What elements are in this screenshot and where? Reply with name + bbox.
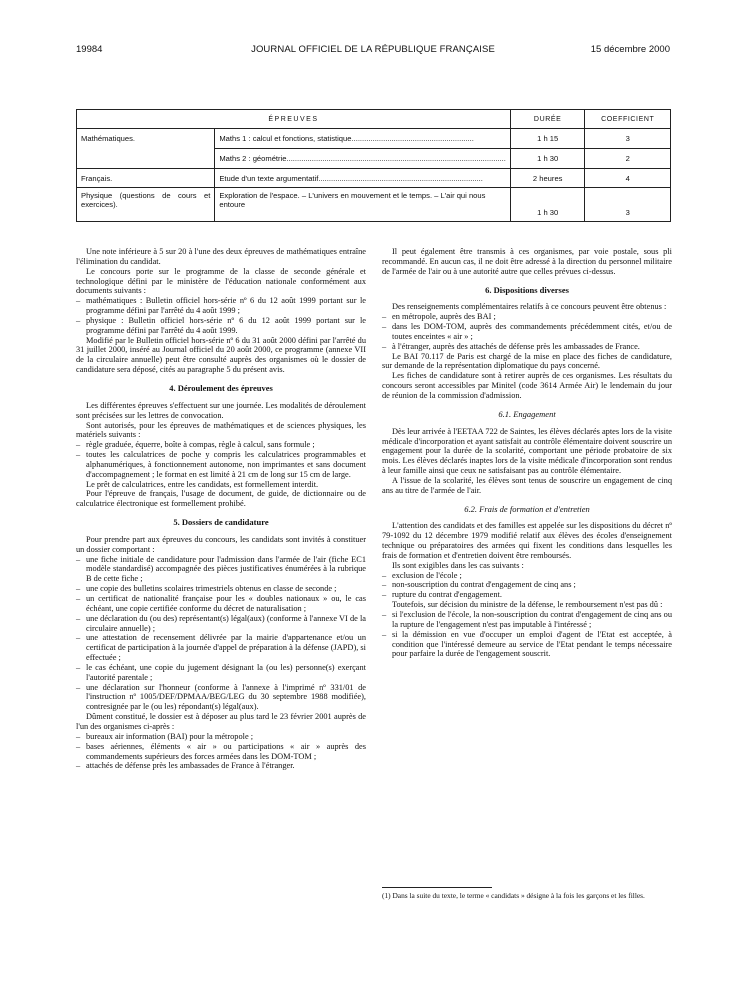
epreuve-cell: Etude d'un texte argumentatif.............................................................................. — [215, 169, 511, 188]
bulleted-list — [382, 312, 672, 351]
header-epreuves: ÉPREUVES — [77, 110, 511, 129]
paragraph: L'attention des candidats et des familles est appelée sur les dispositions du décret nº 79-1092 du 12 décembre 1979 modifié relatif aux élèves des écoles d'enseignement technique ou préparatoires des armées qui fixent les conditions dans lesquelles les frais de formation et d'entretien doivent être remboursés. — [382, 521, 672, 560]
paragraph: Une note inférieure à 5 sur 20 à l'une des deux épreuves de mathématiques entraîne l'élimination du candidat. — [76, 247, 366, 266]
section-heading: 5. Dossiers de candidature — [173, 517, 269, 528]
footnote-rule — [382, 887, 492, 888]
list-item: – en métropole, auprès des BAI ; — [382, 312, 672, 322]
header-duree: DURÉE — [510, 110, 585, 129]
duree-cell: 1 h 15 — [510, 129, 585, 149]
coef-cell: 2 — [585, 149, 671, 169]
list-item: – bureaux air information (BAI) pour la métropole ; — [76, 732, 366, 742]
duree-cell: 1 h 30 — [510, 188, 585, 222]
paragraph: Pour prendre part aux épreuves du concours, les candidats sont invités à constituer un dossier comportant : — [76, 534, 366, 554]
list-item: – une copie des bulletins scolaires trimestriels obtenus en classe de seconde ; — [76, 584, 366, 594]
list-item: – une déclaration du (ou des) représentant(s) légal(aux) (conforme à l'annexe VI de la circulaire annuelle) ; — [76, 614, 366, 634]
paragraph: Modifié par le Bulletin officiel hors-série nº 6 du 31 août 2000 défini par l'arrêté du 31 juillet 2000, inséré au Journal officiel du 20 août 2000, ce programme (annexe VII de la circulaire annuelle) peut être consulté auprès des organismes où le dossier de candidature sera déposé, cités au paragraphe 5 du présent avis. — [76, 335, 366, 375]
list-item: – à l'étranger, auprès des attachés de défense près les ambassades de France. — [382, 342, 672, 352]
list-item: – physique : Bulletin officiel hors-série nº 6 du 12 août 1999 portant sur le programme défini par l'arrêté du 4 août 1999. — [76, 316, 366, 336]
journal-title: JOURNAL OFFICIEL DE LA RÉPUBLIQUE FRANÇAISE — [251, 44, 495, 55]
bulleted-list — [76, 296, 366, 335]
list-item: – une déclaration sur l'honneur (conforme à l'annexe à l'imprimé nº 331/01 de l'instruction nº 1005/DEF/DPMAA/BEG/LEG du 30 septembre 1988 modifiée), contresignée par le (ou les) répondant(s) légal(aux). — [76, 683, 366, 713]
epreuves-table — [76, 109, 671, 222]
subject-cell: Mathématiques. — [77, 129, 215, 169]
list-item: – exclusion de l'école ; — [382, 571, 672, 581]
coef-cell: 3 — [585, 188, 671, 222]
bulleted-list — [76, 732, 366, 771]
paragraph: Dûment constitué, le dossier est à déposer au plus tard le 23 février 2001 auprès de l'un des organismes ci-après : — [76, 712, 366, 731]
table-row — [77, 169, 671, 188]
list-item: – si la démission en vue d'occuper un emploi d'agent de l'Etat est acceptée, à condition que l'intéressé demeure au service de l'Etat pendant le temps nécessaire pour parfaire la durée de l'engagement souscrit. — [382, 630, 672, 660]
page-number: 19984 — [76, 44, 103, 55]
list-item: – rupture du contrat d'engagement. — [382, 590, 672, 600]
list-item: – un certificat de nationalité française pour les « doubles nationaux » ou, le cas échéant, une copie certifiée conforme du décret de naturalisation ; — [76, 594, 366, 614]
paragraph: A l'issue de la scolarité, les élèves sont tenus de souscrire un engagement de cinq ans au titre de l'armée de l'air. — [382, 475, 672, 495]
paragraph: Le BAI 70.117 de Paris est chargé de la mise en place des fiches de candidature, sur demande de la représentation diplomatique du pays concerné. — [382, 351, 672, 371]
list-item: – le cas échéant, une copie du jugement désignant la (ou les) personne(s) exerçant l'autorité parentale ; — [76, 663, 366, 683]
bulleted-list — [382, 571, 672, 601]
paragraph: Les fiches de candidature sont à retirer auprès de ces organismes. Les résultats du concours seront accessibles par Minitel (code 3614 Armée Air) le lendemain du jour de réunion de la commission d'admission. — [382, 371, 672, 400]
list-item: – toutes les calculatrices de poche y compris les calculatrices programmables et alphanumériques, à fonctionnement autonome, non imprimantes et sans document d'accompagnement ; le format en est limité à 21 cm de long sur 15 cm de large. — [76, 450, 366, 480]
paragraph: Sont autorisés, pour les épreuves de mathématiques et de sciences physiques, les matériels suivants : — [76, 420, 366, 440]
section-heading: 4. Déroulement des épreuves — [169, 382, 273, 393]
paragraph: Ils sont exigibles dans les cas suivants : — [392, 560, 524, 570]
subject-cell: Français. — [77, 169, 215, 188]
epreuve-cell: Maths 1 : calcul et fonctions, statistique.......................................................... — [215, 129, 511, 149]
coef-cell: 4 — [585, 169, 671, 188]
subject-cell: Physique (questions de cours et exercices). — [77, 188, 215, 222]
list-item: – règle graduée, équerre, boîte à compas, règle à calcul, sans formule ; — [76, 440, 366, 450]
coef-cell: 3 — [585, 129, 671, 149]
duree-cell: 2 heures — [510, 169, 585, 188]
subsection-heading: 6.1. Engagement — [498, 408, 556, 419]
page-header — [76, 44, 670, 58]
bulleted-list — [76, 555, 366, 713]
bulleted-list — [382, 610, 672, 659]
epreuve-cell: Maths 2 : géométrie........................................................................................................ — [215, 149, 511, 169]
paragraph: Le prêt de calculatrices, entre les candidats, est formellement interdit. — [86, 479, 319, 489]
paragraph: Pour l'épreuve de français, l'usage de document, de guide, de dictionnaire ou de calculatrice électronique est formellement prohibé. — [76, 489, 366, 509]
paragraph: Dès leur arrivée à l'EETAA 722 de Saintes, les élèves déclarés aptes lors de la visite médicale d'incorporation et ayant satisfait au contrôle élémentaire doivent souscrire un engagement pour la durée de la scolarité, comportant une période probatoire de six mois. Les élèves déclarés inaptes lors de la visite médicale d'incorporation sont rendus à leur famille ainsi que ceux ne satisfaisant pas au contrôle élémentaire. — [382, 426, 672, 476]
left-column — [76, 247, 366, 771]
paragraph: Des renseignements complémentaires relatifs à ce concours peuvent être obtenus : — [392, 302, 667, 312]
list-item: – dans les DOM-TOM, auprès des commandements précédemment cités, et/ou de toutes enceintes « air » ; — [382, 322, 672, 342]
list-item: – une fiche initiale de candidature pour l'admission dans l'armée de l'air (fiche EC1 modèle standardisé) accompagnée des pièces justificatives énumérées à la rubrique B de cette fiche ; — [76, 555, 366, 585]
subsection-heading: 6.2. Frais de formation et d'entretien — [464, 503, 590, 514]
right-column — [382, 247, 672, 659]
table-row — [77, 129, 671, 149]
epreuve-cell: Exploration de l'espace. – L'univers en mouvement et le temps. – L'air qui nous entoure — [215, 188, 511, 222]
paragraph: Les différentes épreuves s'effectuent sur une journée. Les modalités de déroulement sont précisées sur les lettres de convocation. — [76, 400, 366, 420]
list-item: – une attestation de recensement délivrée par la mairie d'appartenance et/ou un certificat de participation à la journée d'appel de préparation à la défense (JAPD), si effectuée ; — [76, 633, 366, 663]
table-header-row — [77, 110, 671, 129]
header-coefficient: COEFFICIENT — [585, 110, 671, 129]
section-heading: 6. Dispositions diverses — [485, 284, 569, 295]
bulleted-list — [76, 440, 366, 479]
paragraph: Le concours porte sur le programme de la classe de seconde générale et technologique défini par le ministère de l'éducation nationale conformément aux documents suivants : — [76, 266, 366, 296]
issue-date: 15 décembre 2000 — [590, 44, 670, 55]
paragraph: Il peut également être transmis à ces organismes, par voie postale, sous pli recommandé. En aucun cas, il ne doit être adressé à la direction du personnel militaire de l'armée de l'air ou à une autorité autre que celles prévues ci-dessus. — [382, 247, 672, 276]
footnote — [382, 887, 672, 900]
list-item: – mathématiques : Bulletin officiel hors-série nº 6 du 12 août 1999 portant sur le programme défini par l'arrêté du 4 août 1999 ; — [76, 296, 366, 316]
footnote-text: (1) Dans la suite du texte, le terme « candidats » désigne à la fois les garçons et les filles. — [382, 891, 645, 900]
list-item: – non-souscription du contrat d'engagement de cinq ans ; — [382, 580, 672, 590]
table-row — [77, 188, 671, 222]
list-item: – si l'exclusion de l'école, la non-souscription du contrat d'engagement de cinq ans ou la rupture de l'engagement n'est pas imputable à l'intéressé ; — [382, 610, 672, 630]
duree-cell: 1 h 30 — [510, 149, 585, 169]
list-item: – attachés de défense près les ambassades de France à l'étranger. — [76, 761, 366, 771]
list-item: – bases aériennes, éléments « air » ou participations « air » auprès des commandements supérieurs des forces armées dans les DOM-TOM ; — [76, 742, 366, 762]
paragraph: Toutefois, sur décision du ministre de la défense, le remboursement n'est pas dû : — [392, 600, 663, 610]
